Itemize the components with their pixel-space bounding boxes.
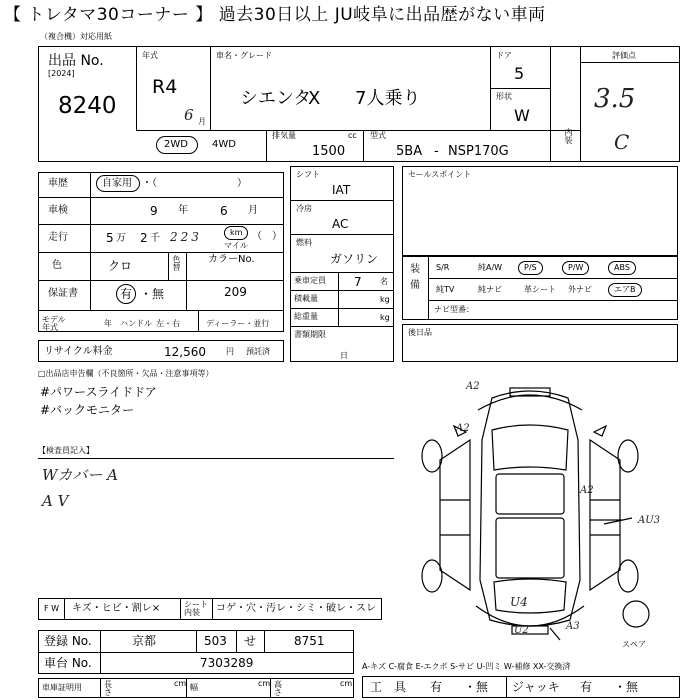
damage-mark-2: A2 — [456, 423, 470, 434]
mileage-sen-unit: 千 — [150, 233, 160, 244]
capacity-label: 乗車定員 — [294, 276, 326, 285]
warranty-no: ・無 — [140, 287, 165, 301]
sales-point-box — [402, 166, 678, 256]
model-label: 型式 — [370, 131, 386, 140]
warranty-yes: 有 — [120, 287, 133, 301]
door-label: ドア — [496, 51, 512, 60]
equipment-row1-item-1: S/R — [436, 263, 450, 272]
model-value: NSP170G — [448, 144, 509, 159]
car-grade: X — [308, 88, 321, 109]
model-year-unit: 年 — [104, 319, 112, 328]
inspector-note-2: A V — [42, 492, 69, 510]
length-unit: cm — [174, 679, 187, 688]
fw-label: F W — [44, 604, 60, 613]
declaration-title: □出品店申告欄（不良箇所・欠品・注意事項等） — [38, 369, 214, 378]
cert-label: 車庫証明用 — [42, 683, 82, 692]
tools-label: 工 具 — [370, 680, 407, 694]
navi-label: ナビ型番： — [434, 305, 474, 314]
gross-label: 総重量 — [294, 312, 318, 321]
declaration-item-1: #パワースライドドア — [40, 385, 157, 399]
lot-label: 出品 No. — [48, 53, 104, 69]
fw-items: キズ・ヒビ・割レ× — [72, 603, 161, 614]
shape-value: W — [514, 106, 530, 125]
mile-label: マイル — [224, 241, 248, 250]
banner-text: 【 トレタマ30コーナー 】 過去30日以上 JU岐阜に出品歴がない車両 — [4, 5, 546, 25]
length-label: 長さ — [104, 680, 112, 697]
warranty-label: 保証書 — [48, 288, 78, 299]
expiry-label: 書類期限 — [294, 330, 326, 339]
later-label: 後日品 — [408, 328, 432, 337]
jack-yes: 有 — [580, 680, 593, 694]
equipment-row2-item-4: 外ナビ — [568, 285, 592, 294]
year-label: 年式 — [142, 51, 158, 60]
mileage-sen: 2 — [140, 231, 148, 245]
reg-number: 8751 — [294, 634, 325, 648]
equipment-row2-item-1: 純TV — [436, 285, 455, 294]
model-year-label: モデル年式 — [42, 315, 66, 332]
jack-no: ・無 — [614, 680, 639, 694]
color-label: 色 — [52, 260, 62, 271]
height-label: 高さ — [274, 680, 282, 697]
spare-label: スペア — [622, 640, 646, 649]
score-value: 3.5 — [594, 84, 636, 114]
later-items-box — [402, 324, 678, 362]
model-dash: - — [434, 144, 439, 159]
reg-kana: せ — [244, 634, 257, 648]
color-no-value: 209 — [224, 285, 247, 299]
color-no-label: カラーNo. — [208, 254, 255, 265]
handle-label: ハンドル — [120, 319, 152, 328]
gross-unit: kg — [380, 313, 390, 322]
lot-number: 8240 — [58, 93, 117, 119]
banner — [0, 0, 700, 30]
inspection-label: 車検 — [48, 205, 68, 216]
seat-label: シート内装 — [184, 600, 208, 617]
shift-label: シフト — [296, 170, 320, 179]
door-count: 5 — [514, 64, 525, 83]
jack-label: ジャッキ — [512, 680, 560, 694]
history-value: 自家用 — [102, 178, 132, 189]
width-unit: cm — [258, 679, 271, 688]
width-label: 幅 — [190, 683, 198, 692]
mileage-man: 5 — [106, 231, 114, 245]
km-label: km — [230, 228, 243, 237]
height-unit: cm — [340, 679, 353, 688]
chassis-value: 7303289 — [200, 656, 254, 670]
interior-value: C — [614, 130, 630, 154]
mileage-man-unit: 万 — [116, 233, 126, 244]
recycle-label: リサイクル料金 — [44, 346, 113, 357]
history-rest: ・（ ） — [142, 178, 247, 189]
year-tag: [2024] — [48, 69, 75, 78]
damage-mark-1: A2 — [466, 381, 480, 392]
load-unit: kg — [380, 295, 390, 304]
ac-value: AC — [332, 217, 349, 231]
declaration-item-2: #バックモニター — [40, 403, 135, 417]
mileage-rest: 223 — [170, 230, 202, 244]
month-unit: 月 — [198, 117, 206, 126]
equipment-row1-item-4: P/W — [562, 261, 589, 275]
reg-label: 登録 No. — [44, 634, 92, 648]
equipment-row2-item-3: 革シート — [524, 285, 556, 294]
inspector-note-1: Wカバー A — [42, 466, 119, 484]
chassis-label: 車台 No. — [44, 656, 92, 670]
mileage-paren: （ ） — [252, 231, 282, 242]
inspection-year-unit: 年 — [178, 205, 188, 216]
form-subtitle: （複合機）対応用紙 — [40, 32, 112, 41]
mileage-label: 走行 — [48, 232, 68, 243]
month-value: 6 — [184, 106, 194, 124]
displacement-label: 排気量 — [272, 131, 296, 140]
expiry-day-unit: 日 — [340, 351, 348, 360]
damage-mark-7: A3 — [566, 621, 580, 632]
color-value: クロ — [108, 259, 133, 273]
score-label: 評価点 — [612, 51, 636, 60]
cc-label: cc — [348, 131, 357, 140]
reg-class: 503 — [204, 634, 227, 648]
drive-4wd: 4WD — [212, 139, 236, 150]
damage-legend: A-キズ C-腐食 E-エクボ S-サビ U-凹ミ W-補修 XX-交換済 — [362, 662, 571, 671]
damage-mark-3: A2 — [580, 485, 594, 496]
interior-label: 内装 — [564, 128, 573, 144]
tools-no: ・無 — [464, 680, 489, 694]
reg-area: 京都 — [132, 634, 157, 648]
ac-label: 冷房 — [296, 204, 312, 213]
year-value: R4 — [152, 76, 178, 98]
inspection-month: 6 — [220, 204, 228, 218]
model-prefix: 5BA — [396, 144, 423, 159]
recycle-unit: 円 — [226, 347, 234, 356]
damage-mark-6: U2 — [514, 625, 529, 636]
displacement-value: 1500 — [312, 144, 346, 159]
fuel-value: ガソリン — [330, 252, 379, 266]
name-label: 車名・グレード — [216, 51, 272, 60]
recycle-status: 預託済 — [246, 347, 270, 356]
shift-value: IAT — [332, 183, 351, 197]
equipment-row2-item-2: 純ナビ — [478, 285, 502, 294]
equipment-row1-item-3: P/S — [518, 261, 543, 275]
tools-yes: 有 — [430, 680, 443, 694]
damage-mark-5: U4 — [510, 595, 528, 609]
inspection-month-unit: 月 — [248, 205, 258, 216]
capacity-unit: 名 — [380, 277, 388, 286]
drive-2wd: 2WD — [164, 139, 188, 150]
inspector-title: 【検査員記入】 — [38, 446, 94, 455]
seat-items: コゲ・穴・汚レ・シミ・破レ・スレ — [216, 603, 376, 614]
color-change-label: 色替 — [172, 255, 181, 271]
capacity-value: 7 — [354, 275, 362, 289]
dealer-label: ディーラー・並行 — [206, 319, 270, 328]
equipment-label: 装備 — [410, 264, 420, 291]
load-label: 積載量 — [294, 294, 318, 303]
equipment-row2-item-5: エアB — [608, 283, 642, 297]
fuel-label: 燃料 — [296, 238, 312, 247]
damage-mark-4: AU3 — [638, 515, 661, 526]
shape-label: 形状 — [496, 92, 512, 101]
handle-options: 左・右 — [156, 319, 180, 328]
equipment-row1-item-5: ABS — [608, 261, 636, 275]
history-label: 車歴 — [48, 178, 68, 189]
car-name: シエンタ — [240, 88, 312, 109]
equipment-row1-item-2: 純A/W — [478, 263, 503, 272]
car-seats: 7人乗り — [355, 88, 421, 109]
recycle-amount: 12,560 — [164, 345, 206, 359]
inspection-year: 9 — [150, 204, 158, 218]
sales-label: セールスポイント — [408, 170, 472, 179]
